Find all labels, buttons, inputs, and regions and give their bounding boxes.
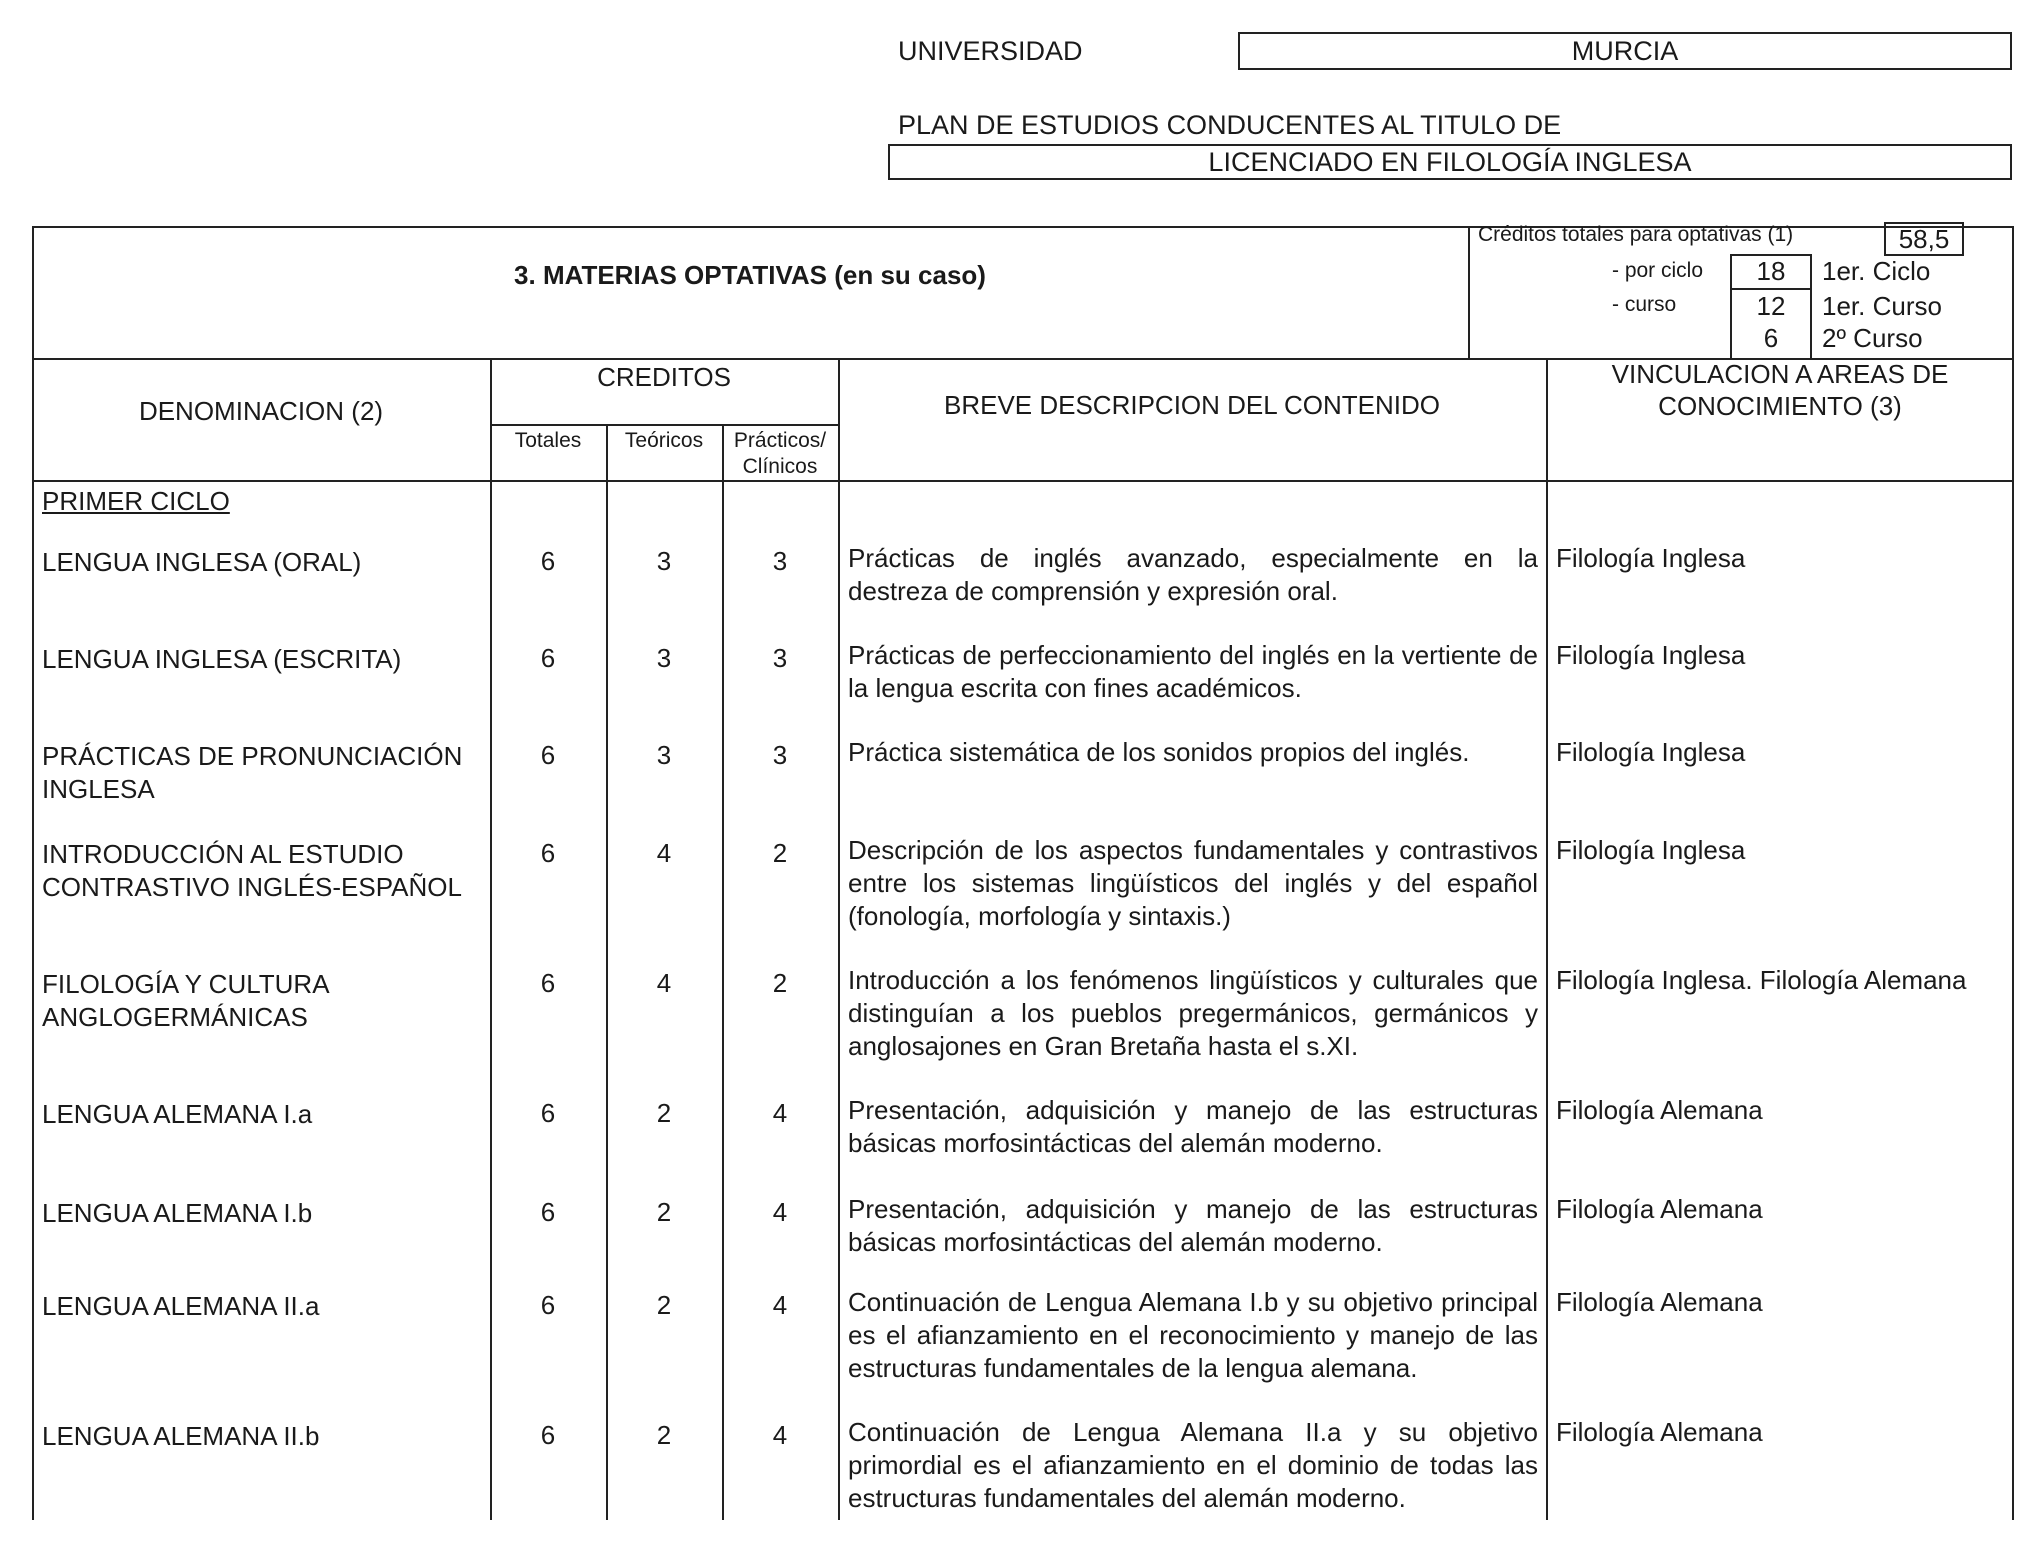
subject-description: Presentación, adquisición y manejo de las estructuras básicas morfosintácticas del alemán moderno. <box>848 1194 1538 1257</box>
credit-totales: 6 <box>540 838 556 868</box>
col-vinculacion: VINCULACION A AREAS DE CONOCIMIENTO (3) <box>1611 359 1949 421</box>
universidad-label: UNIVERSIDAD <box>898 36 1083 66</box>
credit-practicos: 4 <box>772 1197 788 1227</box>
creditos-totales-label: Créditos totales para optativas (1) <box>1478 223 1794 246</box>
curso-2-name: 2º Curso <box>1822 323 1923 353</box>
credit-practicos: 2 <box>772 838 788 868</box>
subject-description: Prácticas de perfeccionamiento del inglés en la vertiente de la lengua escrita con fines académicos. <box>848 640 1538 703</box>
credit-totales: 6 <box>540 643 556 673</box>
subject-description: Continuación de Lengua Alemana I.b y su objetivo principal es el afianzamiento en el reconocimiento y manejo de las estructuras fundamentales de la lengua alemana. <box>848 1287 1538 1383</box>
subject-name: LENGUA ALEMANA I.b <box>42 1198 313 1228</box>
credit-teoricos: 2 <box>656 1098 672 1128</box>
universidad-value: MURCIA <box>1571 36 1679 66</box>
knowledge-area: Filología Inglesa <box>1556 640 1746 670</box>
col-denominacion: DENOMINACION (2) <box>138 396 384 426</box>
knowledge-area: Filología Alemana <box>1556 1194 1763 1224</box>
creditos-totales-value: 58,5 <box>1898 224 1950 254</box>
subject-description: Práctica sistemática de los sonidos propios del inglés. <box>848 737 1470 767</box>
credit-totales: 6 <box>540 968 556 998</box>
subject-name: LENGUA INGLESA (ORAL) <box>42 547 362 577</box>
subject-description: Continuación de Lengua Alemana II.a y su objetivo primordial es el afianzamiento en el dominio de todas las estructuras fundamentales del alemán moderno. <box>848 1417 1538 1513</box>
credit-totales: 6 <box>540 1098 556 1128</box>
curso-1-value: 12 <box>1756 291 1786 321</box>
section-title: 3. MATERIAS OPTATIVAS (en su caso) <box>514 260 986 290</box>
credit-practicos: 3 <box>772 740 788 770</box>
credit-practicos: 4 <box>772 1290 788 1320</box>
col-creditos: CREDITOS <box>597 362 731 392</box>
subject-description: Descripción de los aspectos fundamentales y contrastivos entre los sistemas lingüísticos del inglés y del español (fonología, morfología y sintaxis.) <box>848 835 1538 931</box>
credit-teoricos: 2 <box>656 1290 672 1320</box>
col-totales: Totales <box>514 429 582 452</box>
credit-practicos: 4 <box>772 1420 788 1450</box>
credit-teoricos: 3 <box>656 740 672 770</box>
credit-teoricos: 4 <box>656 838 672 868</box>
credit-practicos: 3 <box>772 546 788 576</box>
col-descripcion: BREVE DESCRIPCION DEL CONTENIDO <box>943 390 1440 420</box>
credit-practicos: 2 <box>772 968 788 998</box>
curso-2-value: 6 <box>1763 323 1779 353</box>
knowledge-area: Filología Inglesa. Filología Alemana <box>1556 965 1967 995</box>
knowledge-area: Filología Alemana <box>1556 1417 1763 1447</box>
curso-1-name: 1er. Curso <box>1822 291 1942 321</box>
credit-totales: 6 <box>540 740 556 770</box>
subject-name: FILOLOGÍA Y CULTURA ANGLOGERMÁNICAS <box>42 969 329 1032</box>
subject-description: Introducción a los fenómenos lingüísticos y culturales que distinguían a los pueblos pregermánicos, germánicos y anglosajones en Gran Bretaña hasta el s.XI. <box>848 965 1538 1061</box>
credit-practicos: 4 <box>772 1098 788 1128</box>
por-ciclo-value: 18 <box>1756 256 1786 286</box>
subject-name: LENGUA ALEMANA I.a <box>42 1099 313 1129</box>
subject-description: Prácticas de inglés avanzado, especialmente en la destreza de comprensión y expresión oral. <box>848 543 1538 606</box>
credit-teoricos: 4 <box>656 968 672 998</box>
por-ciclo-name: 1er. Ciclo <box>1822 256 1931 286</box>
credit-practicos: 3 <box>772 643 788 673</box>
credit-totales: 6 <box>540 1420 556 1450</box>
credit-teoricos: 3 <box>656 546 672 576</box>
subject-name: LENGUA ALEMANA II.a <box>42 1291 320 1321</box>
credit-totales: 6 <box>540 1197 556 1227</box>
credit-teoricos: 2 <box>656 1197 672 1227</box>
creditos-totales-box <box>1884 222 1964 256</box>
col-practicos: Prácticos/ Clínicos <box>733 429 827 478</box>
plan-label: PLAN DE ESTUDIOS CONDUCENTES AL TITULO DE <box>898 110 1562 140</box>
col-teoricos: Teóricos <box>624 429 704 452</box>
titulo-value-box <box>888 144 2012 180</box>
subject-name: LENGUA INGLESA (ESCRITA) <box>42 644 402 674</box>
universidad-value-box <box>1238 32 2012 70</box>
knowledge-area: Filología Alemana <box>1556 1095 1763 1125</box>
knowledge-area: Filología Inglesa <box>1556 835 1746 865</box>
curso-label: - curso <box>1612 293 1677 316</box>
knowledge-area: Filología Inglesa <box>1556 543 1746 573</box>
subject-name: LENGUA ALEMANA II.b <box>42 1421 320 1451</box>
titulo-value: LICENCIADO EN FILOLOGÍA INGLESA <box>1208 147 1692 177</box>
credit-teoricos: 3 <box>656 643 672 673</box>
credit-teoricos: 2 <box>656 1420 672 1450</box>
credit-totales: 6 <box>540 546 556 576</box>
knowledge-area: Filología Alemana <box>1556 1287 1763 1317</box>
subject-name: INTRODUCCIÓN AL ESTUDIO CONTRASTIVO INGLÉS-ESPAÑOL <box>42 839 462 902</box>
knowledge-area: Filología Inglesa <box>1556 737 1746 767</box>
cycle-label: PRIMER CICLO <box>42 486 230 516</box>
subject-description: Presentación, adquisición y manejo de las estructuras básicas morfosintácticas del alemán moderno. <box>848 1095 1538 1158</box>
por-ciclo-label: - por ciclo <box>1612 259 1704 282</box>
credit-totales: 6 <box>540 1290 556 1320</box>
subject-name: PRÁCTICAS DE PRONUNCIACIÓN INGLESA <box>42 741 463 804</box>
